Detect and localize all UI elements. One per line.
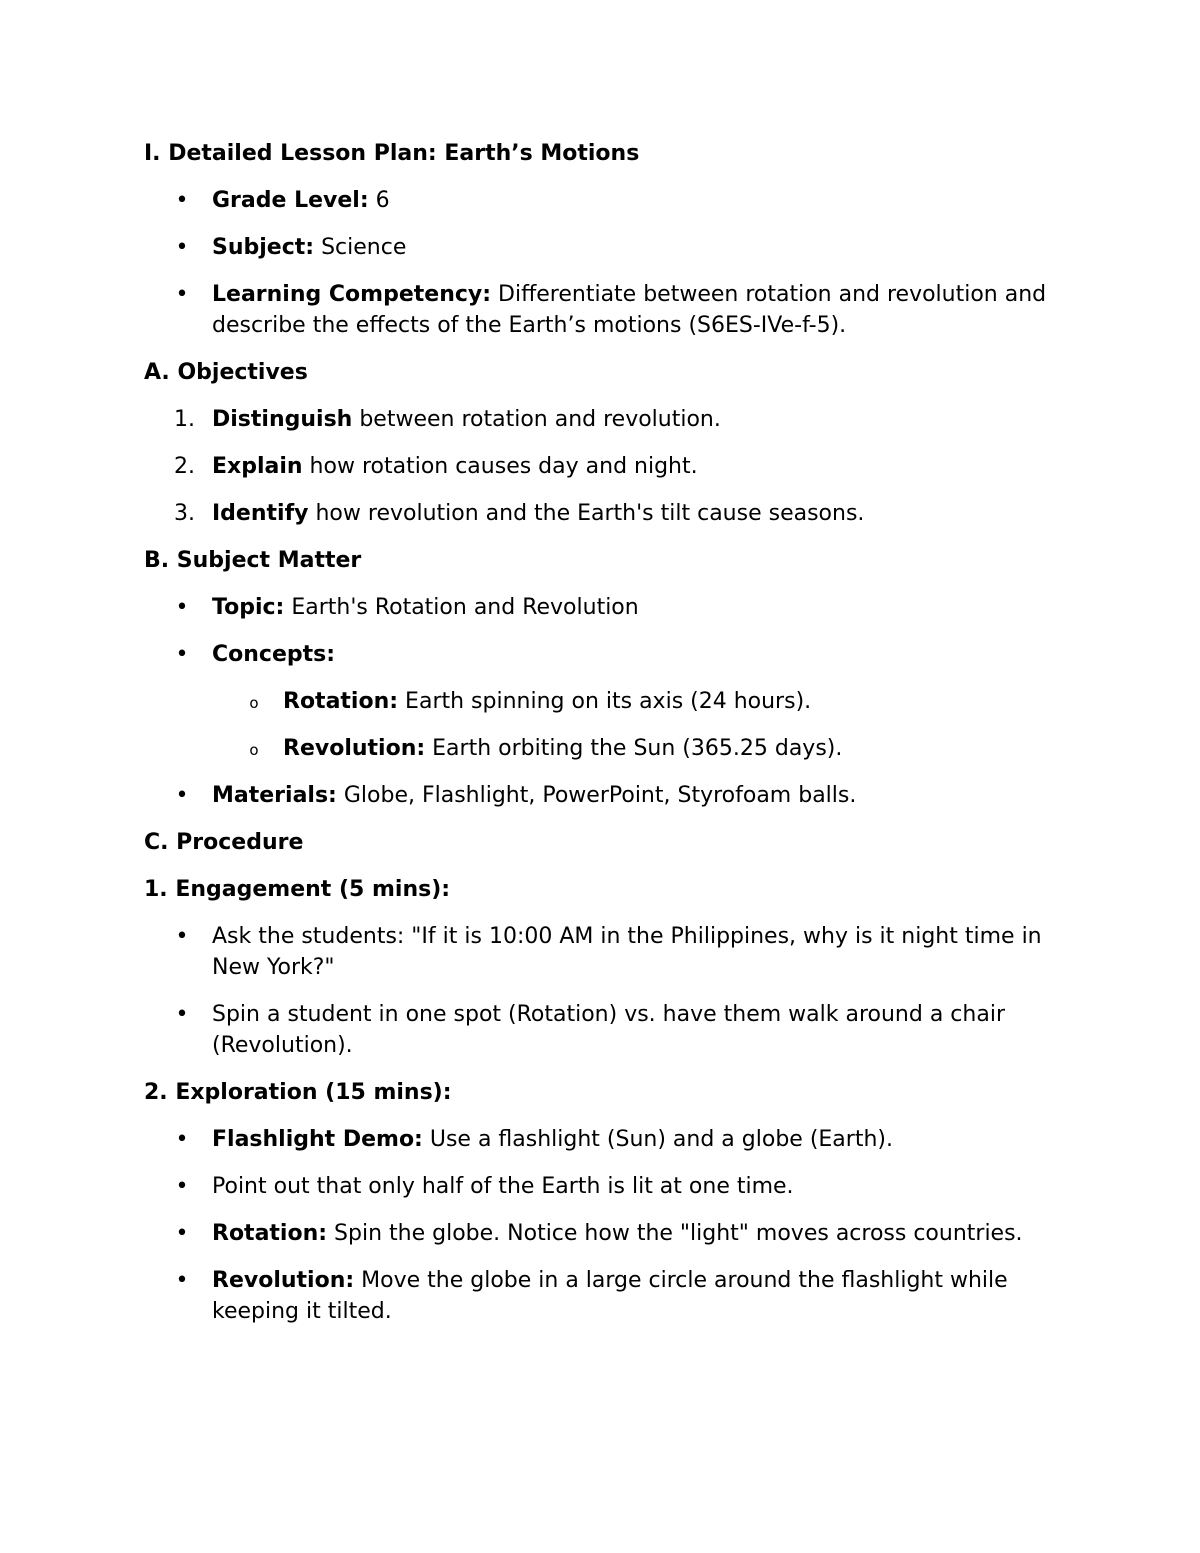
concepts-item — [144, 639, 1064, 670]
bullet-marker: • — [175, 1127, 189, 1152]
exploration-heading: 2. Exploration (15 mins): — [144, 1080, 452, 1105]
engagement-text: Ask the students: "If it is 10:00 AM in the Philippines, why is it night time in New York?" — [212, 924, 1042, 980]
exploration-item — [144, 1171, 1064, 1202]
bullet-marker: • — [175, 1268, 189, 1293]
engagement-text: Spin a student in one spot (Rotation) vs. have them walk around a chair (Revolution). — [212, 1002, 1005, 1058]
exploration-item — [144, 1124, 1064, 1155]
bullet-marker: • — [175, 924, 189, 949]
number-marker: 1. — [174, 407, 195, 432]
concept-revolution — [144, 733, 1064, 764]
objectives-heading: A. Objectives — [144, 360, 308, 385]
topic-label: Topic: — [212, 595, 285, 620]
subject-label: Subject: — [212, 235, 315, 260]
number-marker: 2. — [174, 454, 195, 479]
objective-verb: Identify — [212, 501, 309, 526]
bullet-marker: • — [175, 642, 189, 667]
exploration-text: Point out that only half of the Earth is lit at one time. — [212, 1174, 794, 1199]
materials-label: Materials: — [212, 783, 337, 808]
exploration-label: Flashlight Demo: — [212, 1127, 423, 1152]
topic-value: Earth's Rotation and Revolution — [284, 595, 639, 620]
objective-text: between rotation and revolution. — [352, 407, 721, 432]
bullet-marker: • — [175, 595, 189, 620]
engagement-item — [144, 921, 1064, 983]
bullet-marker: • — [175, 1221, 189, 1246]
exploration-item — [144, 1218, 1064, 1249]
concepts-label: Concepts: — [212, 642, 336, 667]
info-grade-level — [144, 185, 1064, 216]
bullet-marker: • — [175, 1002, 189, 1027]
learning-competency-label: Learning Competency: — [212, 282, 492, 307]
objective-verb: Explain — [212, 454, 303, 479]
bullet-marker: • — [175, 235, 189, 260]
objective-item — [144, 498, 1064, 529]
procedure-heading: C. Procedure — [144, 830, 304, 855]
topic-item — [144, 592, 1064, 623]
objective-text: how revolution and the Earth's tilt cause seasons. — [308, 501, 865, 526]
grade-level-label: Grade Level: — [212, 188, 369, 213]
exploration-label: Revolution: — [212, 1268, 355, 1293]
bullet-marker: • — [175, 783, 189, 808]
concept-text: Earth orbiting the Sun (365.25 days). — [425, 736, 843, 761]
objective-text: how rotation causes day and night. — [302, 454, 698, 479]
document-title: I. Detailed Lesson Plan: Earth’s Motions — [144, 141, 640, 166]
grade-level-value: 6 — [368, 188, 390, 213]
info-subject — [144, 232, 1064, 263]
objective-item — [144, 451, 1064, 482]
learning-competency-value: Differentiate between rotation and revolution and describe the effects of the Earth’s motions (S6ES-IVe-f-5). — [212, 282, 1047, 338]
bullet-marker: • — [175, 1174, 189, 1199]
exploration-label: Rotation: — [212, 1221, 328, 1246]
subject-value: Science — [314, 235, 407, 260]
exploration-text: Spin the globe. Notice how the "light" moves across countries. — [327, 1221, 1023, 1246]
exploration-text: Use a flashlight (Sun) and a globe (Earth). — [422, 1127, 893, 1152]
engagement-heading: 1. Engagement (5 mins): — [144, 877, 451, 902]
materials-value: Globe, Flashlight, PowerPoint, Styrofoam balls. — [336, 783, 857, 808]
exploration-text: Move the globe in a large circle around the flashlight while keeping it tilted. — [212, 1268, 1008, 1324]
concept-label: Revolution: — [283, 736, 426, 761]
objective-verb: Distinguish — [212, 407, 353, 432]
info-learning-competency — [144, 279, 1064, 341]
bullet-marker: • — [175, 188, 189, 213]
engagement-item — [144, 999, 1064, 1061]
materials-item — [144, 780, 1064, 811]
number-marker: 3. — [174, 501, 195, 526]
concept-rotation — [144, 686, 1064, 717]
concept-text: Earth spinning on its axis (24 hours). — [398, 689, 812, 714]
sub-bullet-marker: o — [249, 741, 259, 759]
objective-item — [144, 404, 1064, 435]
concept-label: Rotation: — [283, 689, 399, 714]
bullet-marker: • — [175, 282, 189, 307]
exploration-item — [144, 1265, 1064, 1327]
subject-matter-heading: B. Subject Matter — [144, 548, 362, 573]
lesson-plan-body — [144, 138, 1064, 1327]
sub-bullet-marker: o — [249, 694, 259, 712]
